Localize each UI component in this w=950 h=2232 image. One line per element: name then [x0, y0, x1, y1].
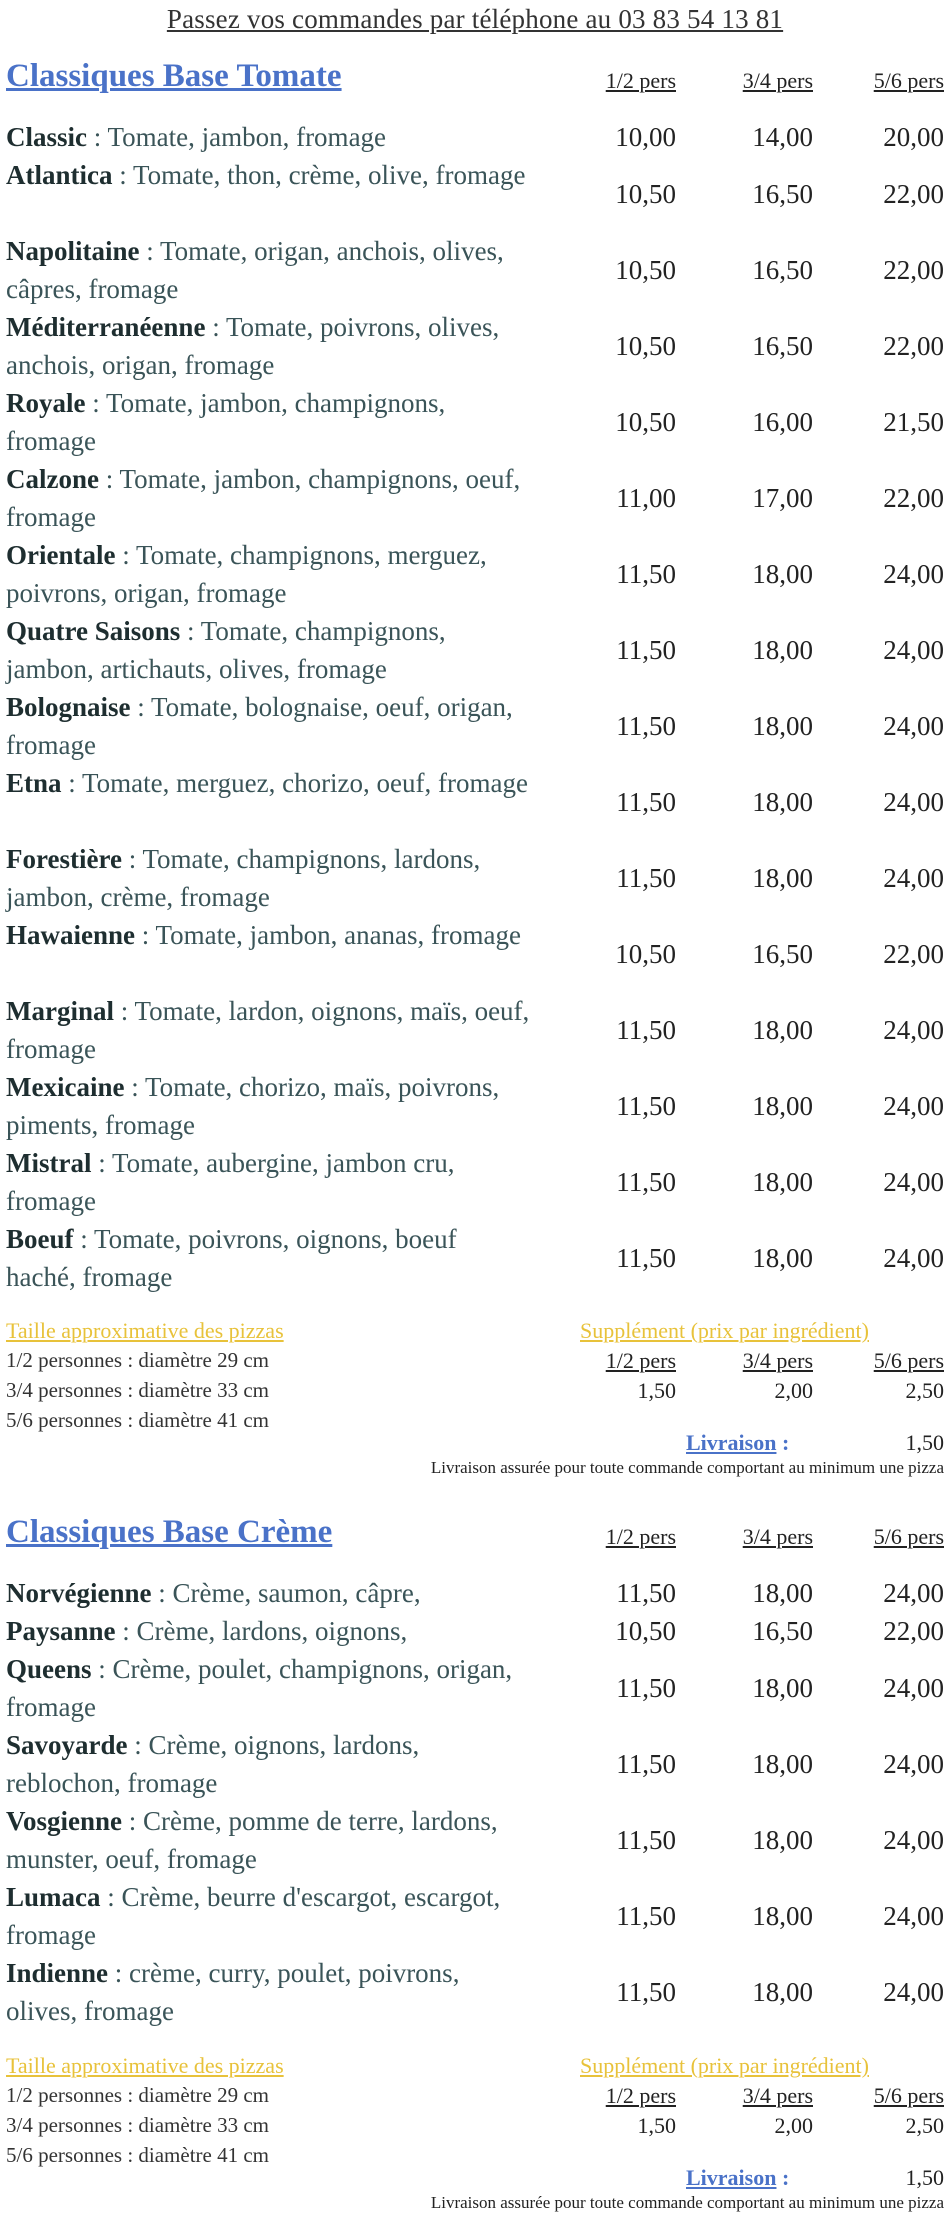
menu-item-row — [6, 1650, 944, 1726]
menu-item-row — [6, 308, 944, 384]
price-three-quarter: 16,50 — [752, 331, 813, 361]
pizza-ingredients: : crème, curry, poulet, poivrons, olives, fromage — [6, 1958, 460, 2026]
supplement-price: 1,50 — [637, 1378, 676, 1403]
price-half: 10,50 — [615, 331, 676, 361]
price-five-six: 24,00 — [883, 1673, 944, 1703]
pizza-ingredients: : Crème, lardons, oignons, — [115, 1616, 408, 1646]
pizza-ingredients: : Tomate, jambon, ananas, fromage — [135, 920, 522, 950]
pizza-ingredients: : Crème, oignons, lardons, reblochon, fromage — [6, 1730, 420, 1798]
menu-item-description — [6, 384, 531, 460]
menu-item-description — [6, 1954, 531, 2030]
pizza-name: Atlantica — [6, 160, 113, 190]
pizza-ingredients: : Tomate, jambon, fromage — [87, 122, 387, 152]
price-half: 10,50 — [615, 255, 676, 285]
pizza-name: Vosgienne — [6, 1806, 123, 1836]
pizza-name: Queens — [6, 1654, 92, 1684]
menu-item-row — [6, 612, 944, 688]
delivery-label — [686, 2165, 789, 2191]
delivery-note: Livraison assurée pour toute commande comportant au minimum une pizza — [430, 1458, 944, 1477]
price-three-quarter: 18,00 — [752, 1673, 813, 1703]
price-three-quarter: 18,00 — [752, 787, 813, 817]
delivery-price: 1,50 — [905, 2165, 944, 2190]
price-five-six: 24,00 — [883, 1749, 944, 1779]
price-half: 10,00 — [615, 122, 676, 152]
pizza-name: Lumaca — [6, 1882, 101, 1912]
pizza-name: Norvégienne — [6, 1578, 152, 1608]
menu-item-row — [6, 1144, 944, 1220]
menu-item-description — [6, 612, 531, 688]
menu-item-row — [6, 1574, 944, 1612]
price-five-six: 24,00 — [883, 1901, 944, 1931]
menu-item-description — [6, 840, 531, 916]
price-five-six: 24,00 — [883, 711, 944, 741]
menu-item-row — [6, 688, 944, 764]
size-line: 1/2 personnes : diamètre 29 cm — [6, 1348, 270, 1372]
menu-item-description — [6, 118, 531, 156]
size-title: Taille approximative des pizzas — [6, 2053, 284, 2078]
pizza-name: Mistral — [6, 1148, 92, 1178]
menu-item-row — [6, 1220, 944, 1296]
price-three-quarter: 18,00 — [752, 863, 813, 893]
menu-item-description — [6, 764, 531, 802]
menu-item-row — [6, 118, 944, 156]
menu-item-description — [6, 1144, 531, 1220]
delivery-label-text: Livraison — [686, 1430, 777, 1455]
price-three-quarter: 18,00 — [752, 1977, 813, 2007]
size-line: 3/4 personnes : diamètre 33 cm — [6, 2113, 270, 2137]
pizza-name: Indienne — [6, 1958, 109, 1988]
column-header-five-six: 5/6 pers — [873, 1524, 944, 1549]
price-half: 11,00 — [616, 483, 676, 513]
price-three-quarter: 18,00 — [752, 1167, 813, 1197]
menu-item-row — [6, 232, 944, 308]
price-three-quarter: 16,50 — [752, 255, 813, 285]
pizza-ingredients: : Tomate, champignons, lardons, jambon, crème, fromage — [6, 844, 481, 912]
pizza-name: Mexicaine — [6, 1072, 125, 1102]
pizza-name: Orientale — [6, 540, 116, 570]
supplement-price: 2,50 — [905, 2113, 944, 2138]
price-half: 11,50 — [616, 1091, 676, 1121]
delivery-label-text: Livraison — [686, 2165, 777, 2190]
price-five-six: 24,00 — [883, 1243, 944, 1273]
menu-item-row — [6, 536, 944, 612]
price-three-quarter: 17,00 — [752, 483, 813, 513]
price-three-quarter: 16,50 — [752, 939, 813, 969]
menu-item-row — [6, 1612, 944, 1650]
pizza-ingredients: : Tomate, poivrons, oignons, boeuf haché, fromage — [6, 1224, 457, 1292]
pizza-name: Calzone — [6, 464, 99, 494]
menu-item-description — [6, 232, 531, 308]
price-three-quarter: 18,00 — [752, 1015, 813, 1045]
price-half: 11,50 — [616, 1243, 676, 1273]
price-five-six: 22,00 — [883, 939, 944, 969]
price-five-six: 21,50 — [883, 407, 944, 437]
menu-item-description — [6, 1220, 531, 1296]
menu-item-row — [6, 916, 944, 992]
menu-item-row — [6, 156, 944, 232]
menu-item-description — [6, 308, 531, 384]
pizza-ingredients: : Tomate, origan, anchois, olives, câpres, fromage — [6, 236, 504, 304]
price-half: 11,50 — [616, 559, 676, 589]
size-title: Taille approximative des pizzas — [6, 1318, 284, 1343]
size-line: 3/4 personnes : diamètre 33 cm — [6, 1378, 270, 1402]
price-half: 11,50 — [616, 711, 676, 741]
price-half: 11,50 — [616, 1167, 676, 1197]
pizza-ingredients: : Tomate, chorizo, maïs, poivrons, piments, fromage — [6, 1072, 500, 1140]
size-line: 5/6 personnes : diamètre 41 cm — [6, 2143, 270, 2167]
price-five-six: 24,00 — [883, 787, 944, 817]
section-footer-tomate — [6, 1318, 944, 1488]
menu-item-description — [6, 992, 531, 1068]
section-footer-creme — [6, 2053, 944, 2223]
pizza-list-creme — [6, 1574, 944, 2030]
price-five-six: 22,00 — [883, 179, 944, 209]
price-five-six: 22,00 — [883, 483, 944, 513]
price-three-quarter: 18,00 — [752, 635, 813, 665]
pizza-name: Forestière — [6, 844, 122, 874]
price-three-quarter: 18,00 — [752, 1749, 813, 1779]
pizza-ingredients: : Tomate, champignons, jambon, artichauts, olives, fromage — [6, 616, 446, 684]
price-three-quarter: 16,50 — [752, 1616, 813, 1646]
price-five-six: 24,00 — [883, 1578, 944, 1608]
pizza-ingredients: : Crème, poulet, champignons, origan, fromage — [6, 1654, 513, 1722]
section-title-creme: Classiques Base Crème — [6, 1514, 333, 1550]
pizza-name: Royale — [6, 388, 86, 418]
supplement-price: 2,00 — [774, 1378, 813, 1403]
price-five-six: 24,00 — [883, 1977, 944, 2007]
delivery-note: Livraison assurée pour toute commande comportant au minimum une pizza — [430, 2193, 944, 2212]
pizza-name: Hawaienne — [6, 920, 136, 950]
menu-item-description — [6, 688, 531, 764]
pizza-name: Marginal — [6, 996, 114, 1026]
supplement-header-five-six: 5/6 pers — [873, 1348, 944, 1373]
menu-item-description — [6, 1726, 531, 1802]
price-three-quarter: 16,50 — [752, 179, 813, 209]
price-three-quarter: 18,00 — [752, 1825, 813, 1855]
supplement-header-half: 1/2 pers — [605, 2083, 676, 2108]
price-five-six: 24,00 — [883, 1825, 944, 1855]
price-half: 11,50 — [616, 1015, 676, 1045]
supplement-price: 1,50 — [637, 2113, 676, 2138]
price-five-six: 20,00 — [883, 122, 944, 152]
delivery-label-colon: : — [776, 1430, 790, 1455]
price-three-quarter: 18,00 — [752, 1243, 813, 1273]
pizza-ingredients: : Tomate, merguez, chorizo, oeuf, fromage — [61, 768, 528, 798]
supplement-title: Supplément (prix par ingrédient) — [580, 1318, 869, 1343]
menu-item-row — [6, 1954, 944, 2030]
pizza-ingredients: : Tomate, lardon, oignons, maïs, oeuf, fromage — [6, 996, 530, 1064]
pizza-name: Classic — [6, 122, 87, 152]
menu-item-row — [6, 1878, 944, 1954]
price-half: 11,50 — [616, 787, 676, 817]
section-header-tomate — [6, 58, 944, 102]
size-line: 1/2 personnes : diamètre 29 cm — [6, 2083, 270, 2107]
price-half: 11,50 — [616, 1749, 676, 1779]
price-half: 10,50 — [615, 407, 676, 437]
supplement-header-half: 1/2 pers — [605, 1348, 676, 1373]
price-half: 11,50 — [616, 635, 676, 665]
price-five-six: 24,00 — [883, 1167, 944, 1197]
pizza-name: Quatre Saisons — [6, 616, 181, 646]
menu-item-description — [6, 156, 531, 194]
pizza-ingredients: : Crème, beurre d'escargot, escargot, fromage — [6, 1882, 501, 1950]
supplement-price: 2,50 — [905, 1378, 944, 1403]
supplement-header-three-quarter: 3/4 pers — [742, 2083, 813, 2108]
pizza-ingredients: : Tomate, jambon, champignons, oeuf, fromage — [6, 464, 521, 532]
supplement-price: 2,00 — [774, 2113, 813, 2138]
menu-item-description — [6, 1878, 531, 1954]
price-three-quarter: 18,00 — [752, 711, 813, 741]
price-five-six: 22,00 — [883, 331, 944, 361]
pizza-ingredients: : Tomate, jambon, champignons, fromage — [6, 388, 446, 456]
size-line: 5/6 personnes : diamètre 41 cm — [6, 1408, 270, 1432]
menu-item-row — [6, 1802, 944, 1878]
pizza-ingredients: : Tomate, poivrons, olives, anchois, origan, fromage — [6, 312, 500, 380]
supplement-title: Supplément (prix par ingrédient) — [580, 2053, 869, 2078]
price-five-six: 24,00 — [883, 1091, 944, 1121]
menu-item-row — [6, 992, 944, 1068]
pizza-name: Paysanne — [6, 1616, 116, 1646]
price-three-quarter: 18,00 — [752, 559, 813, 589]
price-three-quarter: 18,00 — [752, 1091, 813, 1121]
price-five-six: 24,00 — [883, 559, 944, 589]
menu-item-row — [6, 460, 944, 536]
menu-item-row — [6, 764, 944, 840]
price-five-six: 22,00 — [883, 255, 944, 285]
pizza-name: Boeuf — [6, 1224, 74, 1254]
delivery-label-colon: : — [776, 2165, 790, 2190]
price-half: 11,50 — [616, 1673, 676, 1703]
pizza-name: Bolognaise — [6, 692, 131, 722]
price-three-quarter: 16,00 — [752, 407, 813, 437]
menu-item-row — [6, 1726, 944, 1802]
delivery-label — [686, 1430, 789, 1456]
column-header-three-quarter: 3/4 pers — [742, 1524, 813, 1549]
price-five-six: 24,00 — [883, 1015, 944, 1045]
pizza-ingredients: : Tomate, bolognaise, oeuf, origan, fromage — [6, 692, 513, 760]
price-half: 10,50 — [615, 1616, 676, 1646]
menu-item-description — [6, 916, 531, 954]
menu-item-description — [6, 1574, 531, 1612]
pizza-name: Etna — [6, 768, 62, 798]
pizza-ingredients: : Crème, saumon, câpre, — [151, 1578, 421, 1608]
menu-item-description — [6, 460, 531, 536]
price-half: 11,50 — [616, 863, 676, 893]
price-half: 10,50 — [615, 179, 676, 209]
menu-item-row — [6, 840, 944, 916]
price-half: 10,50 — [615, 939, 676, 969]
pizza-ingredients: : Tomate, champignons, merguez, poivrons, origan, fromage — [6, 540, 487, 608]
column-header-half: 1/2 pers — [605, 1524, 676, 1549]
pizza-name: Méditerranéenne — [6, 312, 206, 342]
menu-item-row — [6, 1068, 944, 1144]
delivery-price: 1,50 — [905, 1430, 944, 1455]
pizza-name: Napolitaine — [6, 236, 140, 266]
price-five-six: 22,00 — [883, 1616, 944, 1646]
supplement-header-three-quarter: 3/4 pers — [742, 1348, 813, 1373]
supplement-header-five-six: 5/6 pers — [873, 2083, 944, 2108]
column-header-five-six: 5/6 pers — [873, 68, 944, 93]
price-three-quarter: 18,00 — [752, 1901, 813, 1931]
phone-order-line: Passez vos commandes par téléphone au 03 83 54 13 81 — [166, 4, 784, 34]
price-half: 11,50 — [616, 1901, 676, 1931]
column-header-three-quarter: 3/4 pers — [742, 68, 813, 93]
price-half: 11,50 — [616, 1578, 676, 1608]
menu-item-description — [6, 1650, 531, 1726]
column-header-half: 1/2 pers — [605, 68, 676, 93]
price-five-six: 24,00 — [883, 863, 944, 893]
section-title-tomate: Classiques Base Tomate — [6, 58, 342, 94]
pizza-ingredients: : Tomate, thon, crème, olive, fromage — [112, 160, 526, 190]
price-three-quarter: 18,00 — [752, 1578, 813, 1608]
price-half: 11,50 — [616, 1825, 676, 1855]
pizza-name: Savoyarde — [6, 1730, 128, 1760]
price-three-quarter: 14,00 — [752, 122, 813, 152]
section-header-creme — [6, 1514, 944, 1558]
menu-item-description — [6, 1612, 531, 1650]
menu-item-description — [6, 536, 531, 612]
price-half: 11,50 — [616, 1977, 676, 2007]
menu-item-description — [6, 1068, 531, 1144]
pizza-ingredients: : Tomate, aubergine, jambon cru, fromage — [6, 1148, 455, 1216]
pizza-list-tomate — [6, 118, 944, 1296]
price-five-six: 24,00 — [883, 635, 944, 665]
menu-item-description — [6, 1802, 531, 1878]
pizza-ingredients: : Crème, pomme de terre, lardons, munster, oeuf, fromage — [6, 1806, 498, 1874]
menu-item-row — [6, 384, 944, 460]
